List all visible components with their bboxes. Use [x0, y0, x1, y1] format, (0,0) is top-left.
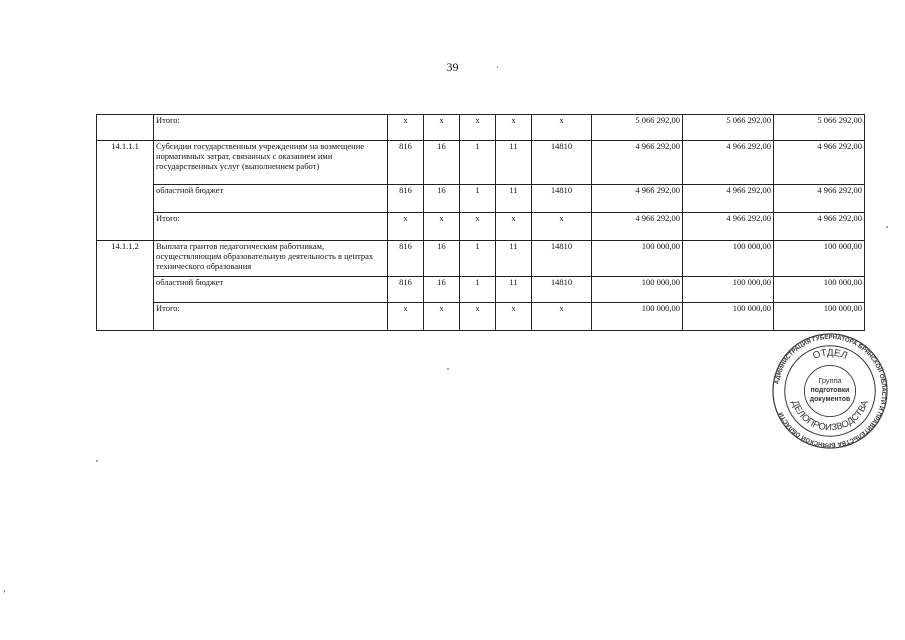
- amount-cell: 4 966 292,00: [774, 213, 865, 241]
- rz-cell: x: [424, 303, 460, 331]
- amount-cell: 100 000,00: [592, 303, 683, 331]
- rz-cell: 16: [424, 277, 460, 303]
- pr-cell: x: [460, 213, 496, 241]
- stamp-center-line3: документов: [809, 395, 851, 403]
- stamp-outer-text: АДМИНИСТРАЦИЯ ГУБЕРНАТОРА БРЯНСКОЙ ОБЛАСТИ И ПРАВИТЕЛЬСТВА БРЯНСКОЙ ОБЛАСТИ: [773, 333, 888, 449]
- vr-cell: 14810: [532, 241, 592, 277]
- scan-speck: [447, 368, 449, 370]
- stamp-ring-bottom: ДЕЛОПРОИЗВОДСТВА: [790, 398, 870, 433]
- description-cell: Итого:: [154, 213, 388, 241]
- amount-cell: 4 966 292,00: [592, 141, 683, 185]
- amount-cell: 4 966 292,00: [774, 141, 865, 185]
- table-row: [97, 141, 865, 185]
- amount-cell: 4 966 292,00: [683, 185, 774, 213]
- amount-cell: 4 966 292,00: [683, 141, 774, 185]
- amount-cell: 5 066 292,00: [774, 115, 865, 141]
- csr-cell: x: [496, 303, 532, 331]
- table-row: [97, 277, 865, 303]
- table-row: [97, 213, 865, 241]
- vr-cell: x: [532, 213, 592, 241]
- kvsr-cell: 816: [388, 141, 424, 185]
- rz-cell: 16: [424, 185, 460, 213]
- vr-cell: 14810: [532, 185, 592, 213]
- amount-cell: 100 000,00: [774, 277, 865, 303]
- csr-cell: x: [496, 115, 532, 141]
- scan-speck: [4, 590, 5, 593]
- item-code-cell: 14.1.1.1: [97, 141, 154, 241]
- amount-cell: 100 000,00: [683, 277, 774, 303]
- amount-cell: 100 000,00: [592, 241, 683, 277]
- stamp-center-line2: подготовки: [810, 386, 850, 394]
- rz-cell: 16: [424, 141, 460, 185]
- kvsr-cell: x: [388, 115, 424, 141]
- kvsr-cell: x: [388, 213, 424, 241]
- description-cell: Выплата грантов педагогическим работникам, осуществляющим образовательную деятельность в центрах технического образования: [154, 241, 388, 277]
- description-cell: Итого:: [154, 303, 388, 331]
- vr-cell: x: [532, 115, 592, 141]
- kvsr-cell: 816: [388, 241, 424, 277]
- csr-cell: 11: [496, 185, 532, 213]
- description-cell: Субсидии государственным учреждениям на возмещение нормативных затрат, связанных с оказанием ими государственных услуг (выполнением работ): [154, 141, 388, 185]
- rz-cell: x: [424, 213, 460, 241]
- description-cell: Итого:: [154, 115, 388, 141]
- amount-cell: 4 966 292,00: [592, 213, 683, 241]
- csr-cell: x: [496, 213, 532, 241]
- csr-cell: 11: [496, 141, 532, 185]
- table-row: [97, 303, 865, 331]
- pr-cell: x: [460, 303, 496, 331]
- csr-cell: 11: [496, 277, 532, 303]
- amount-cell: 100 000,00: [774, 241, 865, 277]
- rz-cell: x: [424, 115, 460, 141]
- amount-cell: 100 000,00: [592, 277, 683, 303]
- pr-cell: x: [460, 115, 496, 141]
- kvsr-cell: 816: [388, 185, 424, 213]
- scan-speck: [886, 226, 888, 228]
- vr-cell: x: [532, 303, 592, 331]
- table-row: [97, 185, 865, 213]
- budget-table: [96, 114, 865, 331]
- stamp-center-line1: Группа: [818, 376, 842, 386]
- page-number: 39: [446, 60, 459, 74]
- kvsr-cell: 816: [388, 277, 424, 303]
- table-row: [97, 241, 865, 277]
- amount-cell: 5 066 292,00: [592, 115, 683, 141]
- stamp-ring-top: ОТДЕЛ: [811, 347, 849, 362]
- pr-cell: 1: [460, 241, 496, 277]
- pr-cell: 1: [460, 185, 496, 213]
- pr-cell: 1: [460, 277, 496, 303]
- official-stamp: [771, 332, 889, 450]
- amount-cell: 4 966 292,00: [683, 213, 774, 241]
- scan-speck: [497, 66, 498, 68]
- kvsr-cell: x: [388, 303, 424, 331]
- item-code-cell: 14.1.1.2: [97, 241, 154, 331]
- amount-cell: 100 000,00: [774, 303, 865, 331]
- amount-cell: 100 000,00: [683, 303, 774, 331]
- rz-cell: 16: [424, 241, 460, 277]
- vr-cell: 14810: [532, 277, 592, 303]
- vr-cell: 14810: [532, 141, 592, 185]
- amount-cell: 4 966 292,00: [774, 185, 865, 213]
- amount-cell: 4 966 292,00: [592, 185, 683, 213]
- description-cell: областной бюджет: [154, 277, 388, 303]
- amount-cell: 5 066 292,00: [683, 115, 774, 141]
- pr-cell: 1: [460, 141, 496, 185]
- code-cell: [97, 115, 154, 141]
- scan-speck: [96, 460, 98, 462]
- description-cell: областной бюджет: [154, 185, 388, 213]
- amount-cell: 100 000,00: [683, 241, 774, 277]
- table-row: [97, 115, 865, 141]
- csr-cell: 11: [496, 241, 532, 277]
